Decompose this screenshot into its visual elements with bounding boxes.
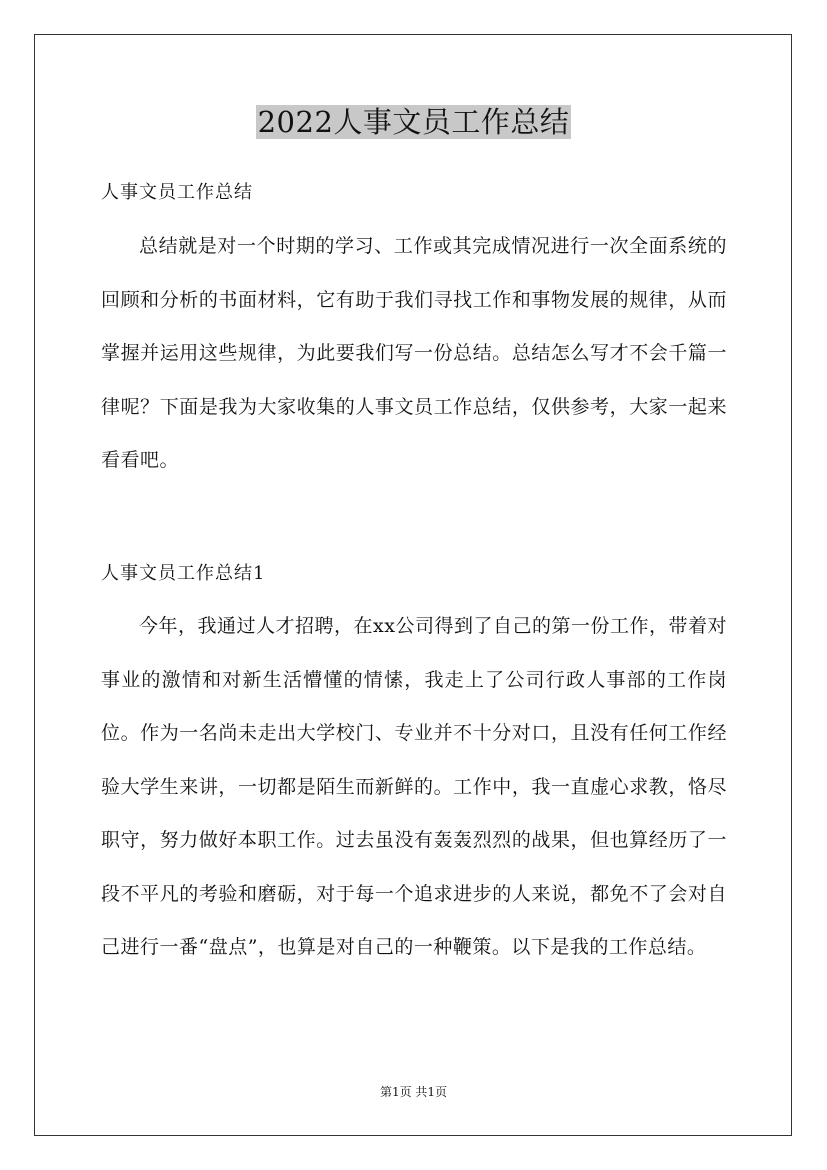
section-heading: 人事文员工作总结1 [101, 563, 266, 584]
page-footer: 第1页 共1页 [379, 1085, 448, 1099]
intro-paragraph: 总结就是对一个时期的学习、工作或其完成情况进行一次全面系统的回顾和分析的书面材料，它有助于我们寻找工作和事物发展的规律，从而掌握并运用这些规律，为此要我们写一份总结。总结怎么写才不会千篇一律呢？下面是我为大家收集的人事文员工作总结，仅供参考，大家一起来看看吧。 [101, 235, 727, 471]
document-subtitle: 人事文员工作总结 [101, 182, 253, 203]
section-body-paragraph: 今年，我通过人才招聘，在xx公司得到了自己的第一份工作，带着对事业的激情和对新生活懵懂的情愫，我走上了公司行政人事部的工作岗位。作为一名尚未走出大学校门、专业并不十分对口，且没有任何工作经验大学生来讲，一切都是陌生而新鲜的。工作中，我一直虚心求教，恪尽职守，努力做好本职工作。过去虽没有轰轰烈烈的战果，但也算经历了一段不平凡的考验和磨砺，对于每一个追求进步的人来说，都免不了会对自己进行一番“盘点”，也算是对自己的一种鞭策。以下是我的工作总结。 [101, 615, 727, 958]
document-title [0, 100, 827, 144]
document-title-text: 2022人事文员工作总结 [257, 105, 570, 139]
